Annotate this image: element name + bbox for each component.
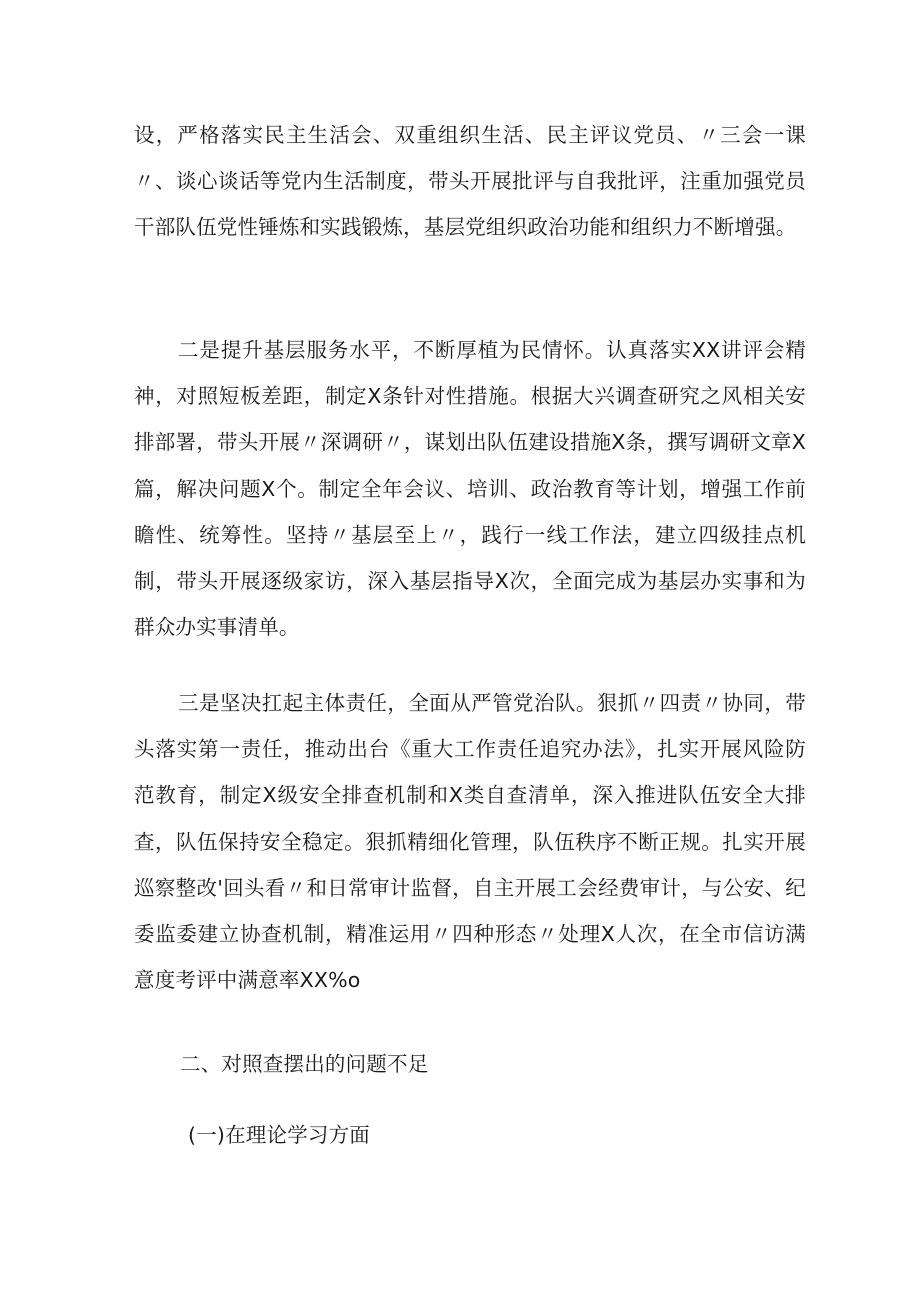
paragraph-party-organization: 设，严格落实民主生活会、双重组织生活、民主评议党员、〃三会一课〃、谈心谈话等党内生活制度，带头开展批评与自我批评，注重加强党员干部队伍党性锤炼和实践锻炼，基层党组织政治功能和组织力不断增强。 <box>134 123 806 240</box>
paragraph-main-responsibility: 三是坚决扛起主体责任，全面从严管党治队。狠抓〃四责〃协同，带头落实第一责任，推动出台《重大工作责任追究办法》，扎实开展风险防范教育，制定X级安全排查机制和X类自查清单，深入推进队伍安全大排查，队伍保持安全稳定。狠抓精细化管理，队伍秩序不断正规。扎实开展巡察整改'回头看〃和日常审计监督，自主开展工会经费审计，与公安、纪委监委建立协查机制，精准运用〃四种形态〃处理X人次，在全市信访满意度考评中满意率XX%o <box>134 691 806 993</box>
subsection-heading-theory-study: (一)在理论学习方面 <box>188 1123 370 1147</box>
section-heading-problems: 二、对照查摆出的问题不足 <box>180 1052 429 1076</box>
paragraph-grassroots-service: 二是提升基层服务水平，不断厚植为民情怀。认真落实XX讲评会精神，对照短板差距，制定X条针对性措施。根据大兴调查研究之风相关安排部署，带头开展〃深调研〃，谋划出队伍建设措施X条，撰写调研文章X篇，解决问题X个。制定全年会议、培训、政治教育等计划，增强工作前瞻性、统筹性。坚持〃基层至上〃，践行一线工作法，建立四级挂点机制，带头开展逐级家访，深入基层指导X次，全面完成为基层办实事和为群众办实事清单。 <box>134 338 806 640</box>
